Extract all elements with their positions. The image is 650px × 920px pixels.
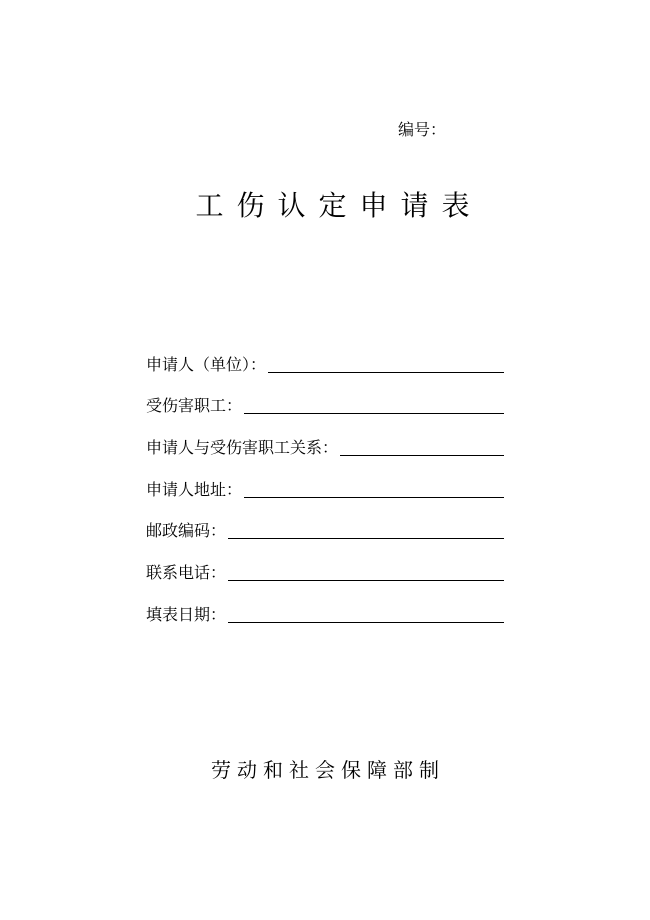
field-injured-worker xyxy=(146,380,504,422)
fill-in-line[interactable] xyxy=(228,559,504,581)
field-phone xyxy=(146,546,504,588)
field-label: 联系电话： xyxy=(146,563,227,583)
form-title: 工伤认定申请表 xyxy=(195,189,483,222)
field-applicant xyxy=(146,338,504,380)
field-label: 申请人（单位）： xyxy=(146,354,267,374)
fill-in-line[interactable] xyxy=(228,601,504,623)
field-postal-code xyxy=(146,505,504,547)
fill-in-line[interactable] xyxy=(228,517,504,539)
serial-number-label: 编号： xyxy=(398,120,447,139)
fill-in-line[interactable] xyxy=(268,351,504,373)
field-label: 受伤害职工： xyxy=(146,396,243,416)
field-applicant-address xyxy=(146,463,504,505)
field-label: 邮政编码： xyxy=(146,521,227,541)
field-relationship xyxy=(146,421,504,463)
field-fill-date xyxy=(146,588,504,630)
field-label: 填表日期： xyxy=(146,604,227,624)
fill-in-line[interactable] xyxy=(340,434,504,456)
field-label: 申请人地址： xyxy=(146,479,243,499)
fill-in-line[interactable] xyxy=(244,392,504,414)
form-fields xyxy=(146,338,504,630)
issuer-footer: 劳动和社会保障部制 xyxy=(211,758,445,782)
fill-in-line[interactable] xyxy=(244,476,504,498)
field-label: 申请人与受伤害职工关系： xyxy=(146,438,339,458)
